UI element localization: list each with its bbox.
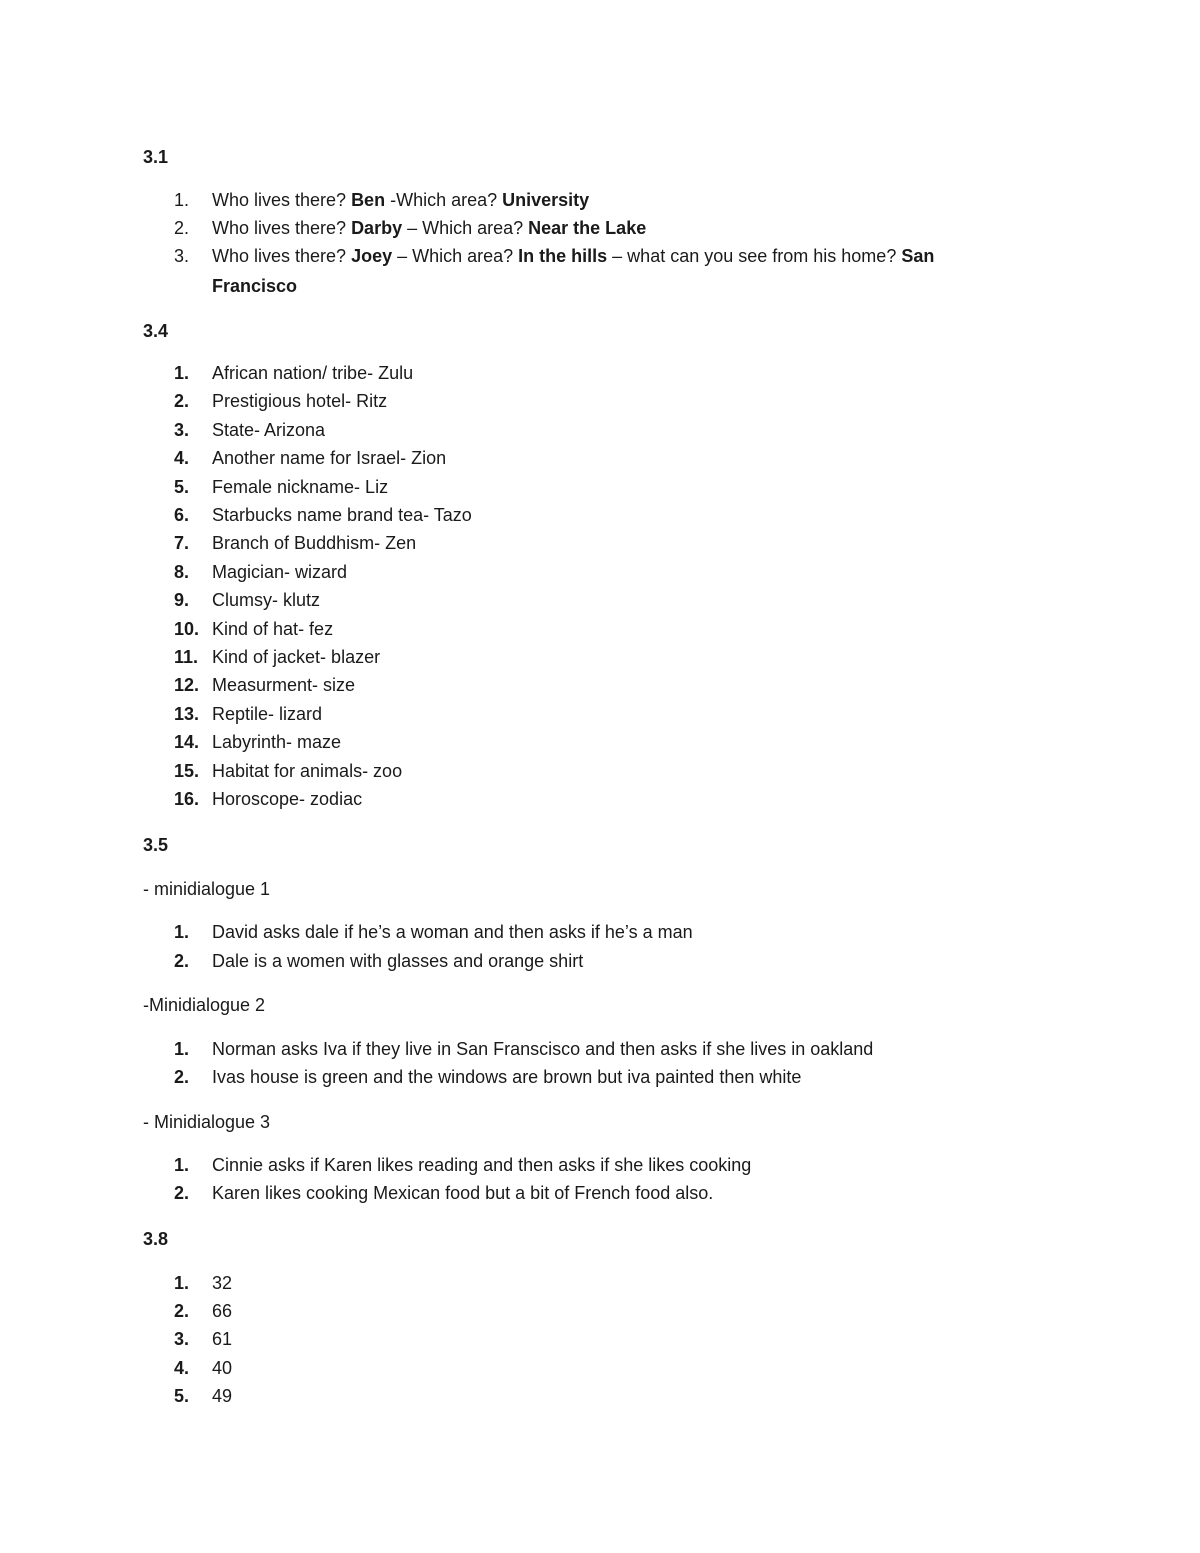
- list-number: 12.: [174, 675, 200, 696]
- section-heading-3-1: 3.1: [143, 147, 169, 167]
- list-text: David asks dale if he’s a woman and then asks if he’s a man: [212, 922, 693, 942]
- list-text: Karen likes cooking Mexican food but a bit of French food also.: [212, 1183, 714, 1203]
- list-text: Prestigious hotel- Ritz: [212, 391, 388, 412]
- list-number: 10.: [174, 618, 200, 639]
- list-item: [0, 950, 1200, 972]
- list-item: [0, 618, 1200, 640]
- list-number: 1.: [174, 1155, 190, 1175]
- list-number: 2.: [174, 1301, 190, 1322]
- list-item: [0, 1357, 1200, 1379]
- list-text: Who lives there? Joey – Which area? In the hills – what can you see from his home? San: [212, 246, 935, 266]
- list-item: [0, 476, 1200, 498]
- list-number: 6.: [174, 505, 190, 525]
- list-item: [0, 362, 1200, 384]
- list-text: 40: [212, 1357, 233, 1378]
- list-item: [0, 674, 1200, 696]
- list-number: 4.: [174, 448, 190, 469]
- list-number: 14.: [174, 732, 200, 753]
- list-item: [0, 504, 1200, 526]
- list-item: [0, 245, 1200, 267]
- list-number: 1.: [174, 190, 190, 210]
- minidialogue-title: - minidialogue 1: [143, 879, 271, 899]
- list-text: Dale is a women with glasses and orange shirt: [212, 951, 584, 971]
- list-text: Starbucks name brand tea- Tazo: [212, 505, 472, 525]
- list-item: [0, 1272, 1200, 1294]
- list-text: Cinnie asks if Karen likes reading and then asks if she likes cooking: [212, 1155, 752, 1175]
- list-item: [0, 1154, 1200, 1176]
- list-text: Reptile- lizard: [212, 703, 323, 724]
- list-item: [0, 1038, 1200, 1060]
- list-item: [0, 788, 1200, 810]
- section-heading-3-5: 3.5: [143, 835, 169, 855]
- list-number: 2.: [174, 218, 190, 238]
- list-item: [0, 921, 1200, 943]
- list-text: Female nickname- Liz: [212, 476, 389, 497]
- minidialogue-title: - Minidialogue 3: [143, 1112, 271, 1132]
- list-item: [0, 1385, 1200, 1407]
- list-item: [0, 1328, 1200, 1350]
- list-item: [0, 731, 1200, 753]
- section-heading-3-8: 3.8: [143, 1229, 169, 1249]
- list-number: 3.: [174, 1329, 190, 1350]
- list-number: 4.: [174, 1357, 190, 1378]
- list-text: Labyrinth- maze: [212, 732, 342, 753]
- list-item: [0, 419, 1200, 441]
- list-text: 66: [212, 1301, 233, 1322]
- list-text: Francisco: [212, 276, 298, 296]
- list-text: Branch of Buddhism- Zen: [212, 533, 417, 554]
- list-number: 9.: [174, 590, 190, 611]
- list-number: 11.: [174, 647, 199, 667]
- list-item: [0, 561, 1200, 583]
- minidialogue-title: -Minidialogue 2: [143, 995, 266, 1015]
- list-text: Kind of hat- fez: [212, 618, 334, 639]
- list-item: [0, 189, 1200, 211]
- list-text: Habitat for animals- zoo: [212, 760, 403, 781]
- list-text: Horoscope- zodiac: [212, 789, 363, 809]
- list-text: 61: [212, 1329, 233, 1350]
- list-number: 2.: [174, 951, 190, 971]
- list-number: 7.: [174, 533, 190, 554]
- list-item: [0, 447, 1200, 469]
- list-item: [0, 1066, 1200, 1088]
- list-number: 16.: [174, 789, 200, 809]
- list-text: Kind of jacket- blazer: [212, 647, 381, 667]
- list-number: 1.: [174, 1273, 190, 1293]
- list-number: 15.: [174, 760, 200, 781]
- list-number: 1.: [174, 1039, 190, 1059]
- list-number: 5.: [174, 1385, 190, 1406]
- list-text: African nation/ tribe- Zulu: [212, 363, 414, 383]
- list-item: [0, 217, 1200, 239]
- list-item: [0, 589, 1200, 611]
- list-item-continuation: [0, 275, 1200, 297]
- list-text: Who lives there? Darby – Which area? Near the Lake: [212, 218, 647, 238]
- list-number: 3.: [174, 419, 190, 440]
- list-text: Magician- wizard: [212, 561, 348, 582]
- list-text: State- Arizona: [212, 419, 326, 440]
- list-number: 2.: [174, 391, 190, 412]
- list-number: 5.: [174, 476, 190, 497]
- list-item: [0, 646, 1200, 668]
- list-text: 32: [212, 1273, 233, 1293]
- list-number: 1.: [174, 922, 190, 942]
- list-item: [0, 532, 1200, 554]
- list-number: 13.: [174, 703, 200, 724]
- list-number: 3.: [174, 246, 190, 266]
- list-text: Clumsy- klutz: [212, 590, 321, 611]
- list-item: [0, 390, 1200, 412]
- list-number: 8.: [174, 561, 190, 582]
- list-number: 2.: [174, 1067, 190, 1087]
- list-item: [0, 1182, 1200, 1204]
- list-item: [0, 760, 1200, 782]
- list-number: 2.: [174, 1183, 190, 1203]
- list-text: 49: [212, 1385, 233, 1406]
- list-text: Who lives there? Ben -Which area? University: [212, 190, 590, 210]
- section-heading-3-4: 3.4: [143, 321, 169, 341]
- list-text: Ivas house is green and the windows are brown but iva painted then white: [212, 1067, 802, 1087]
- list-number: 1.: [174, 363, 190, 383]
- list-text: Measurment- size: [212, 675, 356, 696]
- list-item: [0, 1300, 1200, 1322]
- list-text: Another name for Israel- Zion: [212, 448, 447, 469]
- list-text: Norman asks Iva if they live in San Franscisco and then asks if she lives in oakland: [212, 1039, 874, 1059]
- list-item: [0, 703, 1200, 725]
